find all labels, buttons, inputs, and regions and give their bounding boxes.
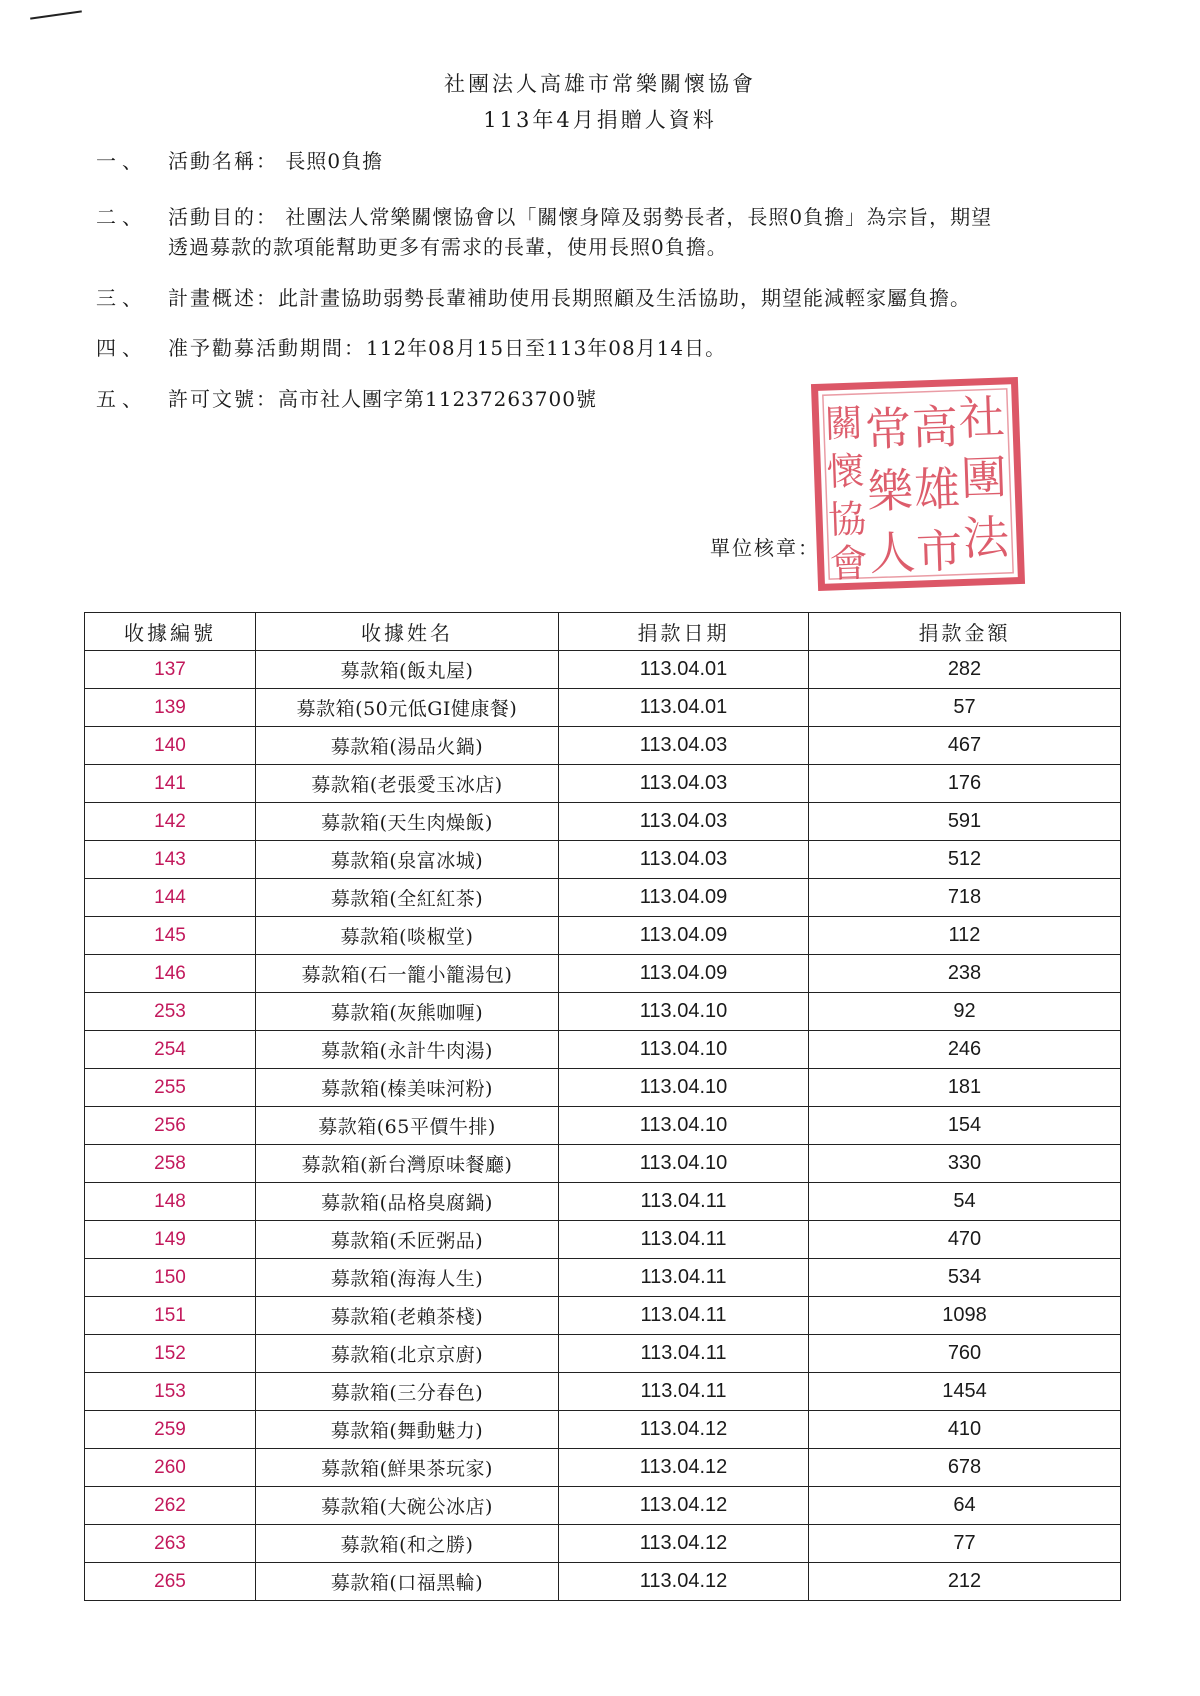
donation-amount: 54 [809,1183,1121,1221]
donation-amount: 470 [809,1221,1121,1259]
section-number: 一、 [96,149,148,173]
receipt-name: 募款箱(啖椒堂) [256,917,559,955]
donation-date: 113.04.11 [559,1221,809,1259]
table-row [85,727,1121,765]
receipt-name: 募款箱(海海人生) [256,1259,559,1297]
receipt-name: 募款箱(三分春色) [256,1373,559,1411]
receipt-no: 143 [85,841,256,879]
donation-date: 113.04.10 [559,1107,809,1145]
table-row [85,879,1121,917]
donation-amount: 176 [809,765,1121,803]
table-row [85,1525,1121,1563]
svg-text:法: 法 [961,509,1010,566]
section-fundraising-period [96,333,1126,363]
document-title: 113年4月捐贈人資料 [483,108,717,132]
table-row [85,1373,1121,1411]
table-row [85,917,1121,955]
table-row [85,1449,1121,1487]
receipt-no: 140 [85,727,256,765]
donation-date: 113.04.09 [559,917,809,955]
table-header-row [85,613,1121,651]
donation-amount: 512 [809,841,1121,879]
donation-date: 113.04.10 [559,993,809,1031]
donation-amount: 330 [809,1145,1121,1183]
donation-date: 113.04.03 [559,727,809,765]
receipt-no: 152 [85,1335,256,1373]
section-label: 准予勸募活動期間： [168,336,366,360]
donation-amount: 77 [809,1525,1121,1563]
receipt-no: 260 [85,1449,256,1487]
donation-amount: 467 [809,727,1121,765]
section-label: 活動目的： [168,205,278,229]
svg-text:市: 市 [915,523,964,580]
table-row [85,1487,1121,1525]
organization-seal-stamp [808,374,1027,593]
table-row [85,1411,1121,1449]
table-row [85,1563,1121,1601]
receipt-no: 137 [85,651,256,689]
receipt-name: 募款箱(鮮果茶玩家) [256,1449,559,1487]
receipt-name: 募款箱(新台灣原味餐廳) [256,1145,559,1183]
receipt-no: 253 [85,993,256,1031]
donation-date: 113.04.03 [559,765,809,803]
receipt-no: 150 [85,1259,256,1297]
donation-date: 113.04.11 [559,1335,809,1373]
receipt-no: 263 [85,1525,256,1563]
donation-amount: 718 [809,879,1121,917]
table-row [85,1259,1121,1297]
receipt-no: 145 [85,917,256,955]
table-row [85,803,1121,841]
receipt-no: 259 [85,1411,256,1449]
donation-amount: 282 [809,651,1121,689]
donation-date: 113.04.03 [559,803,809,841]
donation-date: 113.04.12 [559,1449,809,1487]
section-plan-overview [96,283,1126,313]
table-row [85,1107,1121,1145]
svg-text:關: 關 [824,400,864,447]
header-donation-amount: 捐款金額 [809,613,1121,651]
donation-amount: 534 [809,1259,1121,1297]
receipt-name: 募款箱(永計牛肉湯) [256,1031,559,1069]
table-row [85,1069,1121,1107]
donation-date: 113.04.03 [559,841,809,879]
table-row [85,1297,1121,1335]
donation-date: 113.04.10 [559,1145,809,1183]
header-donation-date: 捐款日期 [559,613,809,651]
donation-date: 113.04.11 [559,1259,809,1297]
receipt-no: 141 [85,765,256,803]
donation-amount: 760 [809,1335,1121,1373]
donation-date: 113.04.11 [559,1183,809,1221]
receipt-name: 募款箱(老賴茶棧) [256,1297,559,1335]
svg-text:團: 團 [959,449,1008,506]
donation-amount: 154 [809,1107,1121,1145]
receipt-name: 募款箱(榛美味河粉) [256,1069,559,1107]
svg-text:協: 協 [827,496,867,543]
header-receipt-no: 收據編號 [85,613,256,651]
svg-text:樂: 樂 [866,463,915,519]
receipt-name: 募款箱(老張愛玉冰店) [256,765,559,803]
receipt-name: 募款箱(湯品火鍋) [256,727,559,765]
receipt-no: 265 [85,1563,256,1601]
section-label: 計畫概述： [168,286,278,310]
section-text: 112年08月15日至113年08月14日。 [366,336,727,360]
donation-amount: 1454 [809,1373,1121,1411]
receipt-name: 募款箱(舞動魅力) [256,1411,559,1449]
receipt-name: 募款箱(灰熊咖喱) [256,993,559,1031]
donation-amount: 57 [809,689,1121,727]
donation-amount: 238 [809,955,1121,993]
receipt-no: 254 [85,1031,256,1069]
section-number: 五、 [96,387,148,411]
svg-text:會: 會 [828,540,869,587]
donation-amount: 112 [809,917,1121,955]
table-row [85,1183,1121,1221]
receipt-name: 募款箱(品格臭腐鍋) [256,1183,559,1221]
section-text: 社團法人常樂關懷協會以「關懷身障及弱勢長者，長照0負擔」為宗旨，期望 [285,205,993,229]
receipt-name: 募款箱(全紅紅茶) [256,879,559,917]
donation-date: 113.04.09 [559,879,809,917]
donation-date: 113.04.10 [559,1031,809,1069]
table-row [85,651,1121,689]
receipt-no: 139 [85,689,256,727]
donation-amount: 92 [809,993,1121,1031]
section-text: 高市社人團字第11237263700號 [278,387,597,411]
table-row [85,955,1121,993]
table-row [85,993,1121,1031]
receipt-no: 142 [85,803,256,841]
receipt-name: 募款箱(天生肉燥飯) [256,803,559,841]
section-activity-purpose [96,202,1126,262]
svg-text:常: 常 [864,401,912,457]
donation-date: 113.04.11 [559,1297,809,1335]
receipt-name: 募款箱(口福黑輪) [256,1563,559,1601]
table-row [85,1145,1121,1183]
receipt-name: 募款箱(和之勝) [256,1525,559,1563]
donation-amount: 64 [809,1487,1121,1525]
receipt-no: 258 [85,1145,256,1183]
section-number: 三、 [96,286,148,310]
unit-stamp-label: 單位核章： [710,536,820,560]
header-receipt-name: 收據姓名 [256,613,559,651]
svg-text:懷: 懷 [825,448,866,495]
receipt-name: 募款箱(石一籠小籠湯包) [256,955,559,993]
org-title: 社團法人高雄市常樂關懷協會 [444,72,756,96]
receipt-no: 151 [85,1297,256,1335]
donation-table [84,612,1121,1601]
table-row [85,765,1121,803]
receipt-name: 募款箱(禾匠粥品) [256,1221,559,1259]
donation-date: 113.04.01 [559,689,809,727]
section-number: 四、 [96,336,148,360]
svg-text:高: 高 [911,399,959,456]
section-text: 此計畫協助弱勢長輩補助使用長期照顧及生活協助，期望能減輕家屬負擔。 [278,286,971,310]
donation-amount: 181 [809,1069,1121,1107]
donation-amount: 678 [809,1449,1121,1487]
donation-date: 113.04.01 [559,651,809,689]
section-text: 長照0負擔 [285,149,384,173]
table-row [85,1221,1121,1259]
donation-date: 113.04.12 [559,1411,809,1449]
donation-amount: 410 [809,1411,1121,1449]
section-label: 活動名稱： [168,149,278,173]
receipt-name: 募款箱(北京京廚) [256,1335,559,1373]
receipt-name: 募款箱(飯丸屋) [256,651,559,689]
receipt-no: 256 [85,1107,256,1145]
donation-date: 113.04.12 [559,1525,809,1563]
svg-text:人: 人 [868,525,917,581]
section-text-continued: 透過募款的款項能幫助更多有需求的長輩，使用長照0負擔。 [168,235,728,259]
donation-date: 113.04.09 [559,955,809,993]
receipt-name: 募款箱(大碗公冰店) [256,1487,559,1525]
donation-amount: 591 [809,803,1121,841]
receipt-no: 144 [85,879,256,917]
receipt-name: 募款箱(65平價牛排) [256,1107,559,1145]
receipt-name: 募款箱(50元低GI健康餐) [256,689,559,727]
donation-amount: 246 [809,1031,1121,1069]
receipt-name: 募款箱(泉富冰城) [256,841,559,879]
receipt-no: 255 [85,1069,256,1107]
donation-date: 113.04.12 [559,1563,809,1601]
receipt-no: 153 [85,1373,256,1411]
section-number: 二、 [96,205,148,229]
corner-pen-mark [30,10,82,19]
receipt-no: 149 [85,1221,256,1259]
table-row [85,689,1121,727]
svg-text:雄: 雄 [913,461,962,518]
table-row [85,841,1121,879]
table-row [85,1335,1121,1373]
donation-amount: 212 [809,1563,1121,1601]
receipt-no: 148 [85,1183,256,1221]
svg-text:社: 社 [957,389,1006,446]
donation-date: 113.04.11 [559,1373,809,1411]
section-label: 許可文號： [168,387,278,411]
table-row [85,1031,1121,1069]
donation-date: 113.04.10 [559,1069,809,1107]
receipt-no: 262 [85,1487,256,1525]
section-activity-name [96,146,1126,176]
donation-amount: 1098 [809,1297,1121,1335]
receipt-no: 146 [85,955,256,993]
donation-date: 113.04.12 [559,1487,809,1525]
